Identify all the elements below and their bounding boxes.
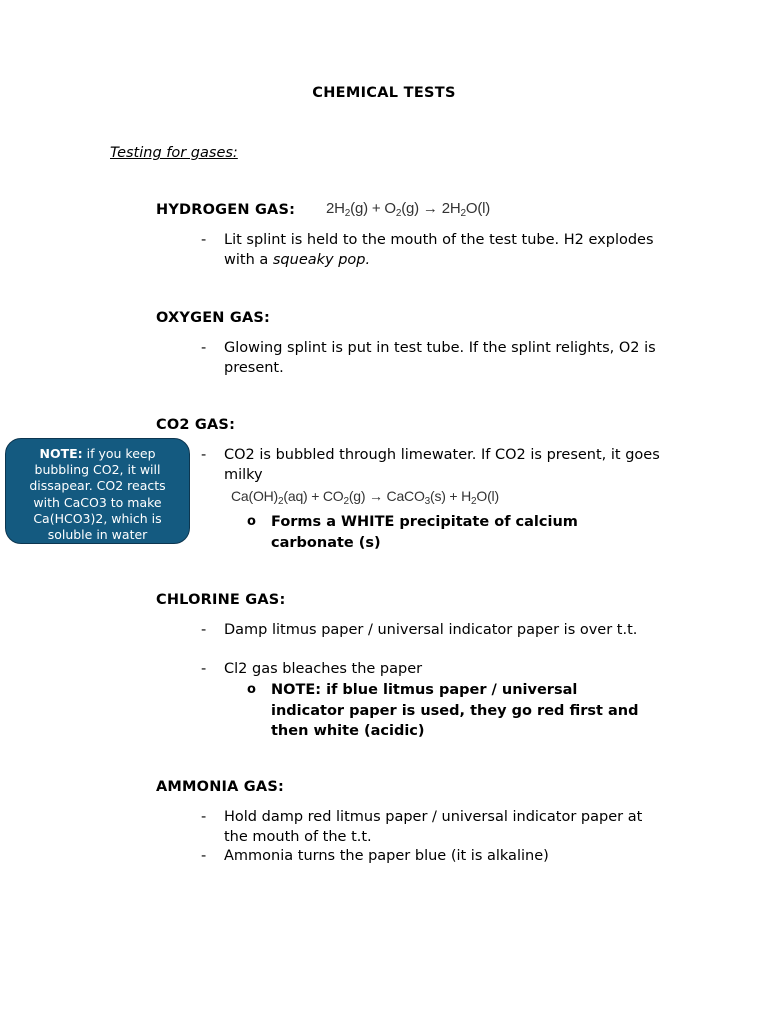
bullet-marker: -: [201, 340, 207, 356]
oxygen-bullet-1: Glowing splint is put in test tube. If the splint relights, O2 is present.: [224, 340, 656, 376]
hydrogen-heading: HYDROGEN GAS:: [156, 202, 296, 218]
note-text: if you keep bubbling CO2, it will dissapear. CO2 reacts with CaCO3 to make Ca(HCO3)2, which is soluble in water: [29, 446, 166, 543]
page-title: CHEMICAL TESTS: [312, 85, 456, 101]
co2-bullet-1: CO2 is bubbled through limewater. If CO2 is present, it goes milky: [224, 447, 660, 483]
chlorine-sub-bullet-1: NOTE: if blue litmus paper / universal indicator paper is used, they go red first and then white (acidic): [271, 682, 639, 739]
hydrogen-equation: $2H_2(g) + O_2(g) \to 2H_2O(l)$: [326, 200, 491, 219]
co2-sub-bullet-1: Forms a WHITE precipitate of calcium carbonate (s): [271, 514, 578, 551]
chlorine-heading: CHLORINE GAS:: [156, 592, 286, 608]
co2-equation: $Ca(OH)_2(aq) + CO_2(g)$ → CaCO$_3$(s) + $H_2O(l)$: [231, 488, 499, 507]
bullet-marker: -: [201, 232, 207, 248]
bullet-marker: -: [201, 622, 207, 638]
co2-heading: CO2 GAS:: [156, 417, 236, 433]
bullet-marker: -: [201, 661, 207, 677]
sub-bullet-marker: o: [247, 514, 256, 529]
note-label: NOTE:: [39, 446, 83, 461]
ammonia-bullet-2: Ammonia turns the paper blue (it is alkaline): [224, 848, 549, 864]
bullet-marker: -: [201, 809, 207, 825]
note-callout: [5, 438, 190, 544]
emphasis-text: squeaky pop.: [272, 251, 371, 268]
chlorine-bullet-1: Damp litmus paper / universal indicator paper is over t.t.: [224, 622, 638, 638]
oxygen-heading: OXYGEN GAS:: [156, 310, 271, 326]
ammonia-bullet-1: Hold damp red litmus paper / universal indicator paper at the mouth of the t.t.: [224, 809, 643, 845]
sub-bullet-marker: o: [247, 682, 256, 697]
section-subtitle: Testing for gases:: [110, 145, 238, 161]
hydrogen-bullet-1: Lit splint is held to the mouth of the test tube. H2 explodes with a squeaky pop.: [224, 232, 654, 268]
bullet-marker: -: [201, 447, 207, 463]
bullet-marker: -: [201, 848, 207, 864]
ammonia-heading: AMMONIA GAS:: [156, 779, 284, 795]
chlorine-bullet-2: Cl2 gas bleaches the paper: [224, 661, 423, 677]
